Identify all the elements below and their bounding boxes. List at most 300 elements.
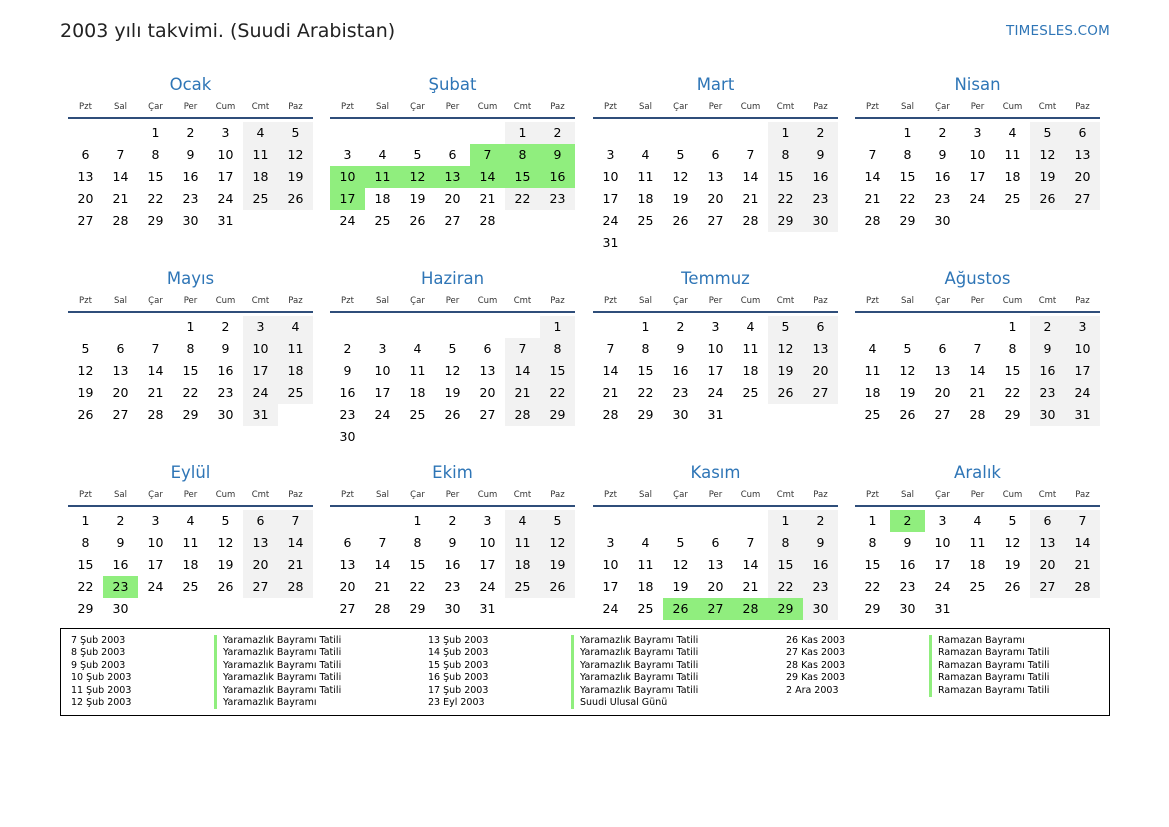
day-cell: 28 (1065, 576, 1100, 598)
day-cell: 16 (339, 385, 356, 400)
weekday-label: Paz (1075, 490, 1090, 500)
day-cell: 7 (505, 338, 540, 360)
legend-date: 8 Şub 2003 (71, 647, 126, 659)
day-cell: 5 (676, 535, 685, 550)
empty-cell (68, 316, 103, 338)
day-cell: 24 (243, 382, 278, 404)
day-grid (68, 316, 313, 426)
day-cell: 28 (505, 404, 540, 426)
day-cell: 18 (864, 385, 881, 400)
day-cell: 31 (243, 404, 278, 426)
day-cell: 18 (637, 579, 654, 594)
empty-cell (138, 316, 173, 338)
day-cell: 28 (602, 407, 619, 422)
legend-holiday-name: Suudi Ulusal Günü (580, 696, 668, 708)
weekday-label: Per (183, 490, 198, 500)
day-cell: 14 (278, 532, 313, 554)
empty-cell (733, 122, 768, 144)
day-cell: 10 (602, 169, 619, 184)
weekday-label: Çar (935, 296, 950, 306)
legend-color-bar (214, 685, 217, 697)
day-cell: 21 (374, 579, 391, 594)
day-cell: 16 (934, 169, 951, 184)
legend-column (786, 635, 1138, 697)
day-cell: 22 (540, 382, 575, 404)
day-cell: 23 (899, 579, 916, 594)
day-cell: 1 (413, 513, 422, 528)
holiday-day-cell: 15 (505, 166, 540, 188)
month-block (855, 462, 1100, 620)
day-cell: 1 (505, 122, 540, 144)
weekday-label: Pzt (604, 102, 617, 112)
empty-cell (365, 316, 400, 338)
legend-color-bar (571, 660, 574, 672)
legend-date: 10 Şub 2003 (71, 672, 132, 684)
day-cell: 12 (217, 535, 234, 550)
holiday-day-cell: 9 (540, 144, 575, 166)
day-cell: 5 (81, 341, 90, 356)
weekday-label: Pzt (79, 296, 92, 306)
empty-cell (733, 510, 768, 532)
day-cell: 14 (1065, 532, 1100, 554)
empty-cell (68, 122, 103, 144)
day-cell: 18 (374, 191, 391, 206)
day-cell: 17 (147, 557, 164, 572)
day-cell: 15 (768, 166, 803, 188)
day-cell: 18 (278, 360, 313, 382)
day-cell: 12 (1030, 144, 1065, 166)
day-cell: 30 (217, 407, 234, 422)
day-cell: 5 (278, 122, 313, 144)
day-cell: 4 (641, 535, 650, 550)
month-name: Ocak (169, 75, 212, 94)
month-name: Nisan (954, 75, 1001, 94)
day-cell: 22 (147, 191, 164, 206)
day-cell: 25 (182, 579, 199, 594)
day-cell: 16 (444, 557, 461, 572)
day-cell: 15 (899, 169, 916, 184)
day-cell: 22 (409, 579, 426, 594)
day-cell: 20 (1065, 166, 1100, 188)
legend-row (71, 647, 423, 659)
legend-holiday-name: Yaramazlık Bayramı Tatili (223, 659, 342, 671)
weekday-label: Pzt (79, 102, 92, 112)
day-cell: 14 (742, 557, 759, 572)
legend-holiday-name: Yaramazlık Bayramı Tatili (580, 635, 699, 646)
day-cell: 9 (343, 363, 352, 378)
day-cell: 14 (374, 557, 391, 572)
day-cell: 5 (768, 316, 803, 338)
day-cell: 25 (243, 188, 278, 210)
day-cell: 29 (540, 404, 575, 426)
day-cell: 8 (540, 338, 575, 360)
day-cell: 6 (483, 341, 492, 356)
day-cell: 2 (343, 341, 352, 356)
day-cell: 23 (182, 191, 199, 206)
day-cell: 26 (1004, 579, 1021, 594)
empty-cell (103, 122, 138, 144)
day-cell: 1 (868, 513, 877, 528)
day-cell: 29 (1004, 407, 1021, 422)
weekday-label: Cmt (513, 490, 532, 500)
weekday-header (330, 101, 575, 119)
day-cell: 6 (1065, 122, 1100, 144)
day-cell: 26 (899, 407, 916, 422)
day-cell: 3 (938, 513, 947, 528)
weekday-label: Cmt (251, 490, 270, 500)
day-cell: 24 (374, 407, 391, 422)
legend-color-bar (214, 697, 217, 709)
weekday-label: Per (445, 102, 460, 112)
legend-holiday-name: Yaramazlık Bayramı Tatili (580, 659, 699, 671)
day-cell: 21 (742, 579, 759, 594)
day-cell: 27 (479, 407, 496, 422)
weekday-header (855, 295, 1100, 313)
day-cell: 5 (540, 510, 575, 532)
day-cell: 17 (1065, 360, 1100, 382)
day-cell: 10 (934, 535, 951, 550)
legend-color-bar (571, 635, 574, 647)
legend-holiday-name: Ramazan Bayramı Tatili (938, 672, 1050, 684)
day-cell: 6 (243, 510, 278, 532)
day-cell: 24 (1065, 382, 1100, 404)
empty-cell (593, 316, 628, 338)
weekday-label: Per (445, 490, 460, 500)
weekday-label: Cmt (251, 296, 270, 306)
day-cell: 15 (540, 360, 575, 382)
day-cell: 15 (1004, 363, 1021, 378)
day-cell: 10 (707, 341, 724, 356)
weekday-label: Per (970, 490, 985, 500)
weekday-label: Pzt (604, 490, 617, 500)
day-cell: 24 (934, 579, 951, 594)
month-name: Eylül (170, 463, 211, 482)
weekday-label: Paz (1075, 296, 1090, 306)
weekday-label: Sal (114, 296, 127, 306)
holiday-day-cell: 13 (435, 166, 470, 188)
day-cell: 19 (444, 385, 461, 400)
legend-row (71, 685, 423, 697)
day-cell: 2 (448, 513, 457, 528)
weekday-label: Çar (148, 296, 163, 306)
weekday-label: Per (970, 296, 985, 306)
weekday-label: Paz (550, 102, 565, 112)
month-block (68, 74, 313, 232)
weekday-label: Çar (673, 490, 688, 500)
legend-color-bar (214, 672, 217, 684)
day-cell: 6 (711, 535, 720, 550)
day-grid (855, 122, 1100, 232)
brand-link[interactable]: TIMESLES.COM (1006, 23, 1110, 39)
day-cell: 10 (602, 557, 619, 572)
weekday-label: Cum (740, 296, 761, 306)
day-cell: 8 (1008, 341, 1017, 356)
day-cell: 28 (479, 213, 496, 228)
legend-date: 15 Şub 2003 (428, 659, 489, 671)
day-cell: 21 (278, 554, 313, 576)
day-cell: 3 (243, 316, 278, 338)
day-cell: 5 (1008, 513, 1017, 528)
day-cell: 30 (112, 601, 129, 616)
day-cell: 1 (186, 319, 195, 334)
day-cell: 29 (864, 601, 881, 616)
day-cell: 18 (969, 557, 986, 572)
day-cell: 16 (803, 554, 838, 576)
weekday-label: Per (708, 102, 723, 112)
holiday-day-cell: 29 (768, 598, 803, 620)
day-cell: 29 (182, 407, 199, 422)
holiday-legend (60, 628, 1110, 716)
day-cell: 12 (278, 144, 313, 166)
weekday-label: Sal (639, 490, 652, 500)
day-cell: 13 (934, 363, 951, 378)
day-cell: 18 (243, 166, 278, 188)
month-name: Temmuz (681, 269, 750, 288)
legend-holiday-name: Yaramazlık Bayramı Tatili (580, 684, 699, 696)
weekday-header (68, 489, 313, 507)
day-cell: 23 (1030, 382, 1065, 404)
day-grid (855, 316, 1100, 426)
empty-cell (593, 122, 628, 144)
empty-cell (365, 510, 400, 532)
day-cell: 19 (768, 360, 803, 382)
day-cell: 6 (448, 147, 457, 162)
day-cell: 26 (77, 407, 94, 422)
day-cell: 3 (1065, 316, 1100, 338)
day-cell: 20 (243, 554, 278, 576)
day-cell: 23 (803, 576, 838, 598)
day-cell: 22 (768, 188, 803, 210)
day-cell: 27 (1065, 188, 1100, 210)
day-cell: 13 (243, 532, 278, 554)
day-cell: 18 (637, 191, 654, 206)
day-grid (330, 316, 575, 448)
weekday-header (593, 295, 838, 313)
day-cell: 21 (147, 385, 164, 400)
day-cell: 29 (637, 407, 654, 422)
day-cell: 1 (151, 125, 160, 140)
day-cell: 15 (637, 363, 654, 378)
weekday-label: Çar (410, 102, 425, 112)
day-cell: 30 (934, 213, 951, 228)
legend-color-bar (571, 685, 574, 697)
legend-date: 13 Şub 2003 (428, 635, 489, 646)
day-cell: 11 (742, 341, 759, 356)
weekday-label: Cum (477, 102, 498, 112)
day-cell: 10 (217, 147, 234, 162)
day-cell: 7 (116, 147, 125, 162)
day-cell: 25 (374, 213, 391, 228)
day-cell: 11 (505, 532, 540, 554)
empty-cell (628, 122, 663, 144)
day-cell: 26 (278, 188, 313, 210)
day-cell: 20 (479, 385, 496, 400)
weekday-label: Cum (1002, 102, 1023, 112)
legend-holiday-name: Yaramazlık Bayramı Tatili (580, 647, 699, 659)
weekday-label: Per (708, 296, 723, 306)
day-cell: 7 (746, 535, 755, 550)
day-cell: 17 (602, 579, 619, 594)
day-cell: 30 (672, 407, 689, 422)
day-cell: 11 (637, 169, 654, 184)
day-cell: 25 (278, 382, 313, 404)
day-cell: 15 (864, 557, 881, 572)
day-cell: 5 (413, 147, 422, 162)
holiday-day-cell: 8 (505, 144, 540, 166)
day-cell: 1 (641, 319, 650, 334)
day-cell: 3 (606, 535, 615, 550)
legend-color-bar (571, 647, 574, 659)
day-cell: 27 (444, 213, 461, 228)
day-cell: 14 (969, 363, 986, 378)
day-cell: 11 (1004, 147, 1021, 162)
legend-row (428, 697, 780, 709)
day-cell: 11 (278, 338, 313, 360)
weekday-label: Cum (477, 490, 498, 500)
weekday-header (855, 489, 1100, 507)
day-cell: 9 (448, 535, 457, 550)
legend-date: 11 Şub 2003 (71, 684, 132, 696)
empty-cell (103, 316, 138, 338)
day-cell: 24 (707, 385, 724, 400)
legend-row (428, 635, 780, 647)
day-cell: 31 (707, 407, 724, 422)
day-grid (593, 510, 838, 620)
day-cell: 3 (221, 125, 230, 140)
day-cell: 27 (803, 382, 838, 404)
day-cell: 23 (803, 188, 838, 210)
day-cell: 25 (969, 579, 986, 594)
empty-cell (330, 122, 365, 144)
legend-row (428, 685, 780, 697)
day-cell: 8 (768, 532, 803, 554)
day-cell: 23 (339, 407, 356, 422)
legend-holiday-name: Yaramazlık Bayramı Tatili (223, 647, 342, 659)
day-cell: 18 (505, 554, 540, 576)
day-cell: 30 (444, 601, 461, 616)
day-cell: 26 (540, 576, 575, 598)
day-cell: 3 (343, 147, 352, 162)
day-cell: 10 (969, 147, 986, 162)
day-cell: 19 (77, 385, 94, 400)
day-cell: 19 (1004, 557, 1021, 572)
day-cell: 28 (278, 576, 313, 598)
day-cell: 12 (672, 169, 689, 184)
day-cell: 10 (243, 338, 278, 360)
day-cell: 21 (1065, 554, 1100, 576)
legend-row (71, 672, 423, 684)
page-title: 2003 yılı takvimi. (Suudi Arabistan) (60, 20, 396, 42)
weekday-label: Cmt (776, 490, 795, 500)
day-cell: 27 (77, 213, 94, 228)
weekday-label: Per (183, 296, 198, 306)
day-cell: 24 (147, 579, 164, 594)
day-cell: 23 (934, 191, 951, 206)
empty-cell (365, 122, 400, 144)
day-cell: 23 (672, 385, 689, 400)
day-cell: 20 (77, 191, 94, 206)
day-cell: 20 (112, 385, 129, 400)
weekday-label: Pzt (341, 296, 354, 306)
weekday-label: Sal (114, 102, 127, 112)
day-cell: 24 (969, 191, 986, 206)
day-grid (855, 510, 1100, 620)
day-cell: 14 (602, 363, 619, 378)
legend-holiday-name: Ramazan Bayramı (938, 635, 1025, 646)
day-cell: 3 (378, 341, 387, 356)
day-cell: 8 (868, 535, 877, 550)
legend-color-bar (929, 660, 932, 672)
day-cell: 26 (444, 407, 461, 422)
legend-color-bar (571, 672, 574, 684)
day-cell: 29 (409, 601, 426, 616)
day-cell: 9 (116, 535, 125, 550)
day-cell: 21 (505, 382, 540, 404)
day-cell: 17 (602, 191, 619, 206)
weekday-header (593, 489, 838, 507)
day-cell: 4 (746, 319, 755, 334)
weekday-label: Sal (901, 296, 914, 306)
day-cell: 6 (116, 341, 125, 356)
weekday-label: Pzt (604, 296, 617, 306)
weekday-label: Per (970, 102, 985, 112)
month-name: Şubat (428, 75, 477, 94)
day-cell: 31 (217, 213, 234, 228)
day-cell: 14 (112, 169, 129, 184)
legend-color-bar (929, 635, 932, 647)
day-cell: 22 (864, 579, 881, 594)
weekday-label: Pzt (866, 490, 879, 500)
day-cell: 11 (864, 363, 881, 378)
day-cell: 30 (1030, 404, 1065, 426)
day-cell: 31 (934, 601, 951, 616)
weekday-label: Pzt (79, 490, 92, 500)
legend-holiday-name: Yaramazlık Bayramı Tatili (223, 684, 342, 696)
day-cell: 7 (1065, 510, 1100, 532)
legend-color-bar (929, 685, 932, 697)
day-cell: 25 (505, 576, 540, 598)
holiday-day-cell: 11 (365, 166, 400, 188)
day-cell: 31 (602, 235, 619, 250)
day-cell: 29 (77, 601, 94, 616)
day-cell: 19 (899, 385, 916, 400)
holiday-day-cell: 26 (663, 598, 698, 620)
day-cell: 21 (479, 191, 496, 206)
weekday-label: Çar (673, 296, 688, 306)
day-cell: 14 (505, 360, 540, 382)
day-cell: 4 (1008, 125, 1017, 140)
legend-holiday-name: Yaramazlık Bayramı Tatili (223, 635, 342, 646)
weekday-label: Cum (1002, 296, 1023, 306)
day-cell: 27 (243, 576, 278, 598)
day-cell: 11 (409, 363, 426, 378)
day-cell: 8 (151, 147, 160, 162)
day-cell: 19 (1030, 166, 1065, 188)
day-cell: 6 (938, 341, 947, 356)
day-cell: 4 (186, 513, 195, 528)
weekday-label: Çar (935, 490, 950, 500)
day-cell: 3 (973, 125, 982, 140)
empty-cell (435, 122, 470, 144)
day-cell: 13 (1030, 532, 1065, 554)
day-cell: 13 (1065, 144, 1100, 166)
day-cell: 26 (409, 213, 426, 228)
day-cell: 17 (934, 557, 951, 572)
day-cell: 9 (1030, 338, 1065, 360)
empty-cell (663, 122, 698, 144)
day-cell: 2 (938, 125, 947, 140)
day-cell: 25 (637, 213, 654, 228)
